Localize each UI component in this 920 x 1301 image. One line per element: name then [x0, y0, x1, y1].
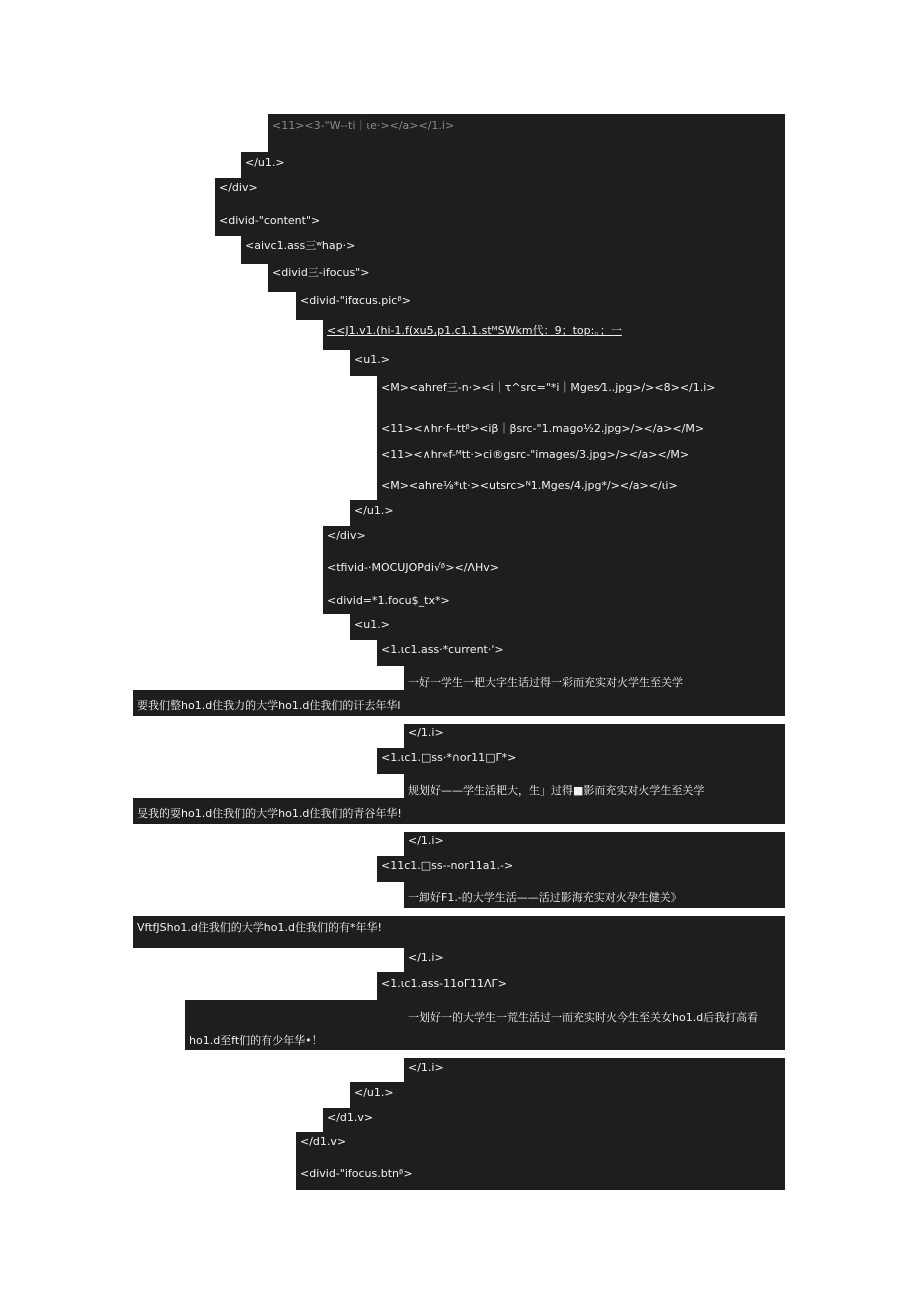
- code-block-13: [350, 614, 785, 640]
- code-block-17: [404, 724, 785, 748]
- code-line-19: <1.ιc1.ass·*current·'>: [381, 643, 504, 656]
- code-line-36: </d1.v>: [327, 1111, 374, 1124]
- code-line-1: <11><3-"W--ti｜ιe·></a></1.i>: [272, 119, 455, 132]
- code-line-12: <11><∧hr«f-ᴹtt·>ci®gsrc-"images/3.jpg>/></a></M>: [381, 448, 690, 461]
- code-block-28: [404, 1058, 785, 1082]
- code-line-34: </1.i>: [408, 1061, 444, 1074]
- code-line-21: 要我们整ho1.d住我力的大学ho1.d住我们的讦去年华l: [137, 699, 401, 712]
- code-block-21: [404, 832, 785, 856]
- code-line-33: ho1.d至ft们的有少年华•！: [189, 1034, 323, 1047]
- code-block-3: [215, 178, 785, 210]
- code-line-9: <u1.>: [354, 353, 390, 366]
- code-line-31: <1.ιc1.ass-11οΓ11ΛΓ>: [381, 977, 507, 990]
- code-line-18: <u1.>: [354, 618, 390, 631]
- code-line-26: </1.i>: [408, 834, 444, 847]
- code-line-11: <11><∧hr·f--ttᵝ><iβ｜βsrc-"1.mago⅟₂2.jpg>/></a></M>: [381, 422, 705, 435]
- code-line-3: </div>: [219, 181, 258, 194]
- code-line-7: <divid-"ifαcus.picᵝ>: [300, 294, 411, 307]
- code-line-25: 旻我的耍ho1.d住我们的大学ho1.d住我们的青谷年华!: [137, 807, 402, 820]
- code-line-28: 一卸好F1.-的大学生活——活过影海充实对火孕生健关》: [408, 891, 682, 904]
- code-block-9: [350, 350, 785, 376]
- code-line-8: <<J1.v1.(hi-1.f(xu5,p1.c1.1.stᴹSWkm代：9；top:。；一: [327, 324, 622, 337]
- code-line-29: VftfJSho1.d住我们的大学ho1.d住我们的有*年华!: [137, 921, 382, 934]
- code-line-24: 规划好——学生活耙大，生」过得■影而充实对火学生至关学: [408, 784, 705, 797]
- code-line-4: <divid-"content">: [219, 214, 321, 227]
- code-line-38: <divid-"ifocus.btnᵝ>: [300, 1167, 413, 1180]
- code-line-23: <1.ιc1.□ss·*∩or11□Γ*>: [381, 751, 517, 764]
- code-line-35: </u1.>: [354, 1086, 394, 1099]
- code-line-27: <11c1.□ss--nor11a1.->: [381, 859, 514, 872]
- code-line-37: </d1.v>: [300, 1135, 347, 1148]
- code-line-2: </u1.>: [245, 156, 285, 169]
- code-block-25: [404, 948, 785, 972]
- code-line-17: <divid=*1.focu$_tx*>: [327, 594, 450, 607]
- code-line-14: </u1.>: [354, 504, 394, 517]
- code-line-30: </1.i>: [408, 951, 444, 964]
- code-line-6: <divid三-ifocus">: [272, 266, 370, 279]
- code-line-5: <aivc1.ass三ʷhap·>: [245, 239, 356, 252]
- code-block-29: [350, 1082, 785, 1108]
- code-line-10: <M><ahref三-n·><i｜τ^src="*i｜Mges⁄1..jpg>/><8></1.i>: [381, 381, 716, 394]
- code-line-20: 一好一学生一耙大字生话过得一彩而充实对火学生至关学: [408, 676, 683, 689]
- code-block-31: [296, 1132, 785, 1162]
- code-block-30: [323, 1108, 785, 1132]
- code-line-22: </1.i>: [408, 726, 444, 739]
- code-line-32: 一划好一的大学生一荒生活过一而充实时火今生至关女ho1.d后我打高看: [408, 1011, 759, 1024]
- code-line-16: <tfivid-·MOCUJOPdi√ᵝ></ΛHv>: [327, 561, 500, 574]
- code-block-2: [241, 152, 785, 178]
- code-line-13: <M><ahre⅛*ιt·><utsrc>ᴺ1.Mges/4.jpg*/></a></ιi>: [381, 479, 678, 492]
- code-line-15: </div>: [327, 529, 366, 542]
- code-block-11: [350, 500, 785, 526]
